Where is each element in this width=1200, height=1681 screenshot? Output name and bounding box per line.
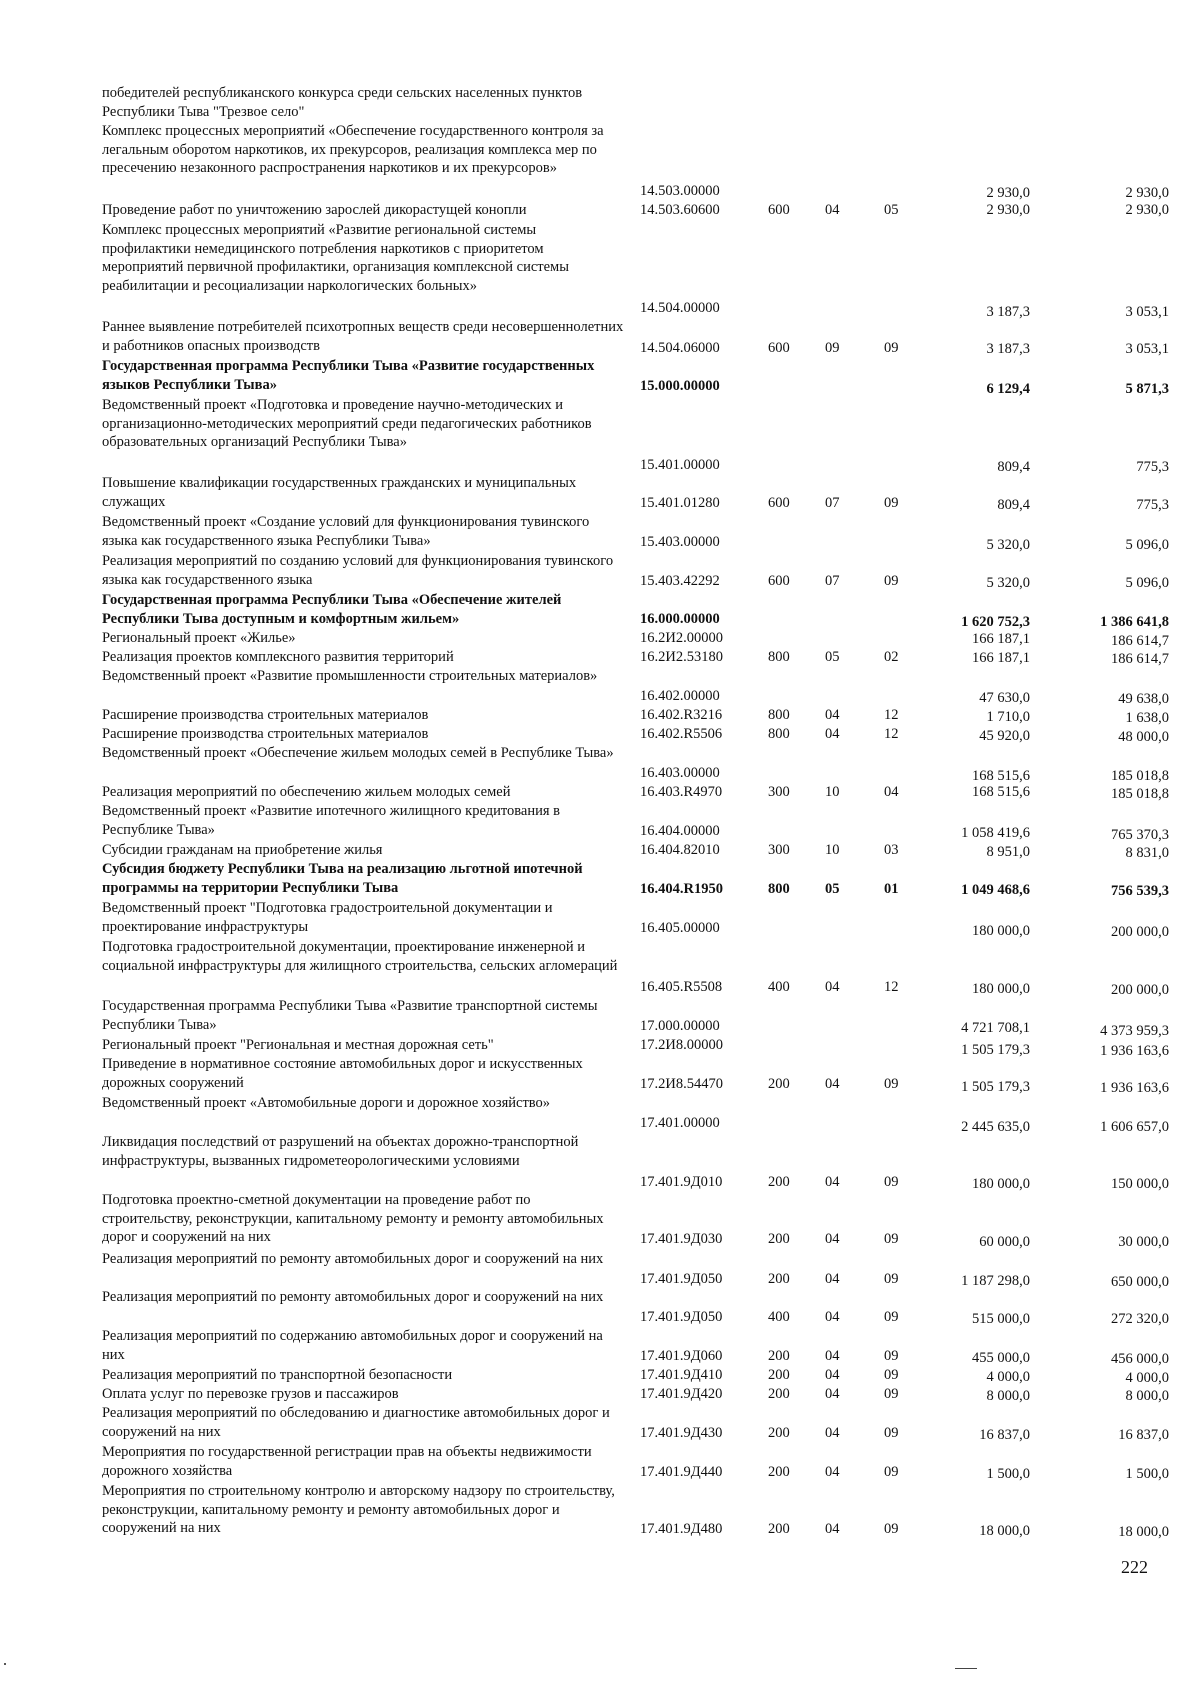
row-pr: 09 bbox=[884, 1231, 899, 1247]
row-name: Ведомственный проект «Подготовка и проведение научно-методических и организационно-методических мероприятий среди педагогических работников образовательных организаций Республики Тыва» bbox=[102, 397, 592, 450]
row-sum-2: 1 638,0 bbox=[1125, 710, 1169, 726]
row-rz: 07 bbox=[825, 573, 840, 589]
row-vr: 200 bbox=[768, 1521, 790, 1537]
row-code: 17.401.9Д440 bbox=[640, 1464, 723, 1480]
row-name: Реализация мероприятий по обеспечению жильем молодых семей bbox=[102, 784, 511, 800]
row-sum-1: 3 187,3 bbox=[986, 304, 1030, 320]
row-pr: 09 bbox=[884, 1309, 899, 1325]
row-code: 16.405.R5508 bbox=[640, 979, 723, 995]
row-sum-1: 1 505 179,3 bbox=[961, 1079, 1030, 1095]
row-sum-2: 2 930,0 bbox=[1125, 202, 1169, 218]
row-sum-2: 4 373 959,3 bbox=[1100, 1023, 1169, 1039]
row-sum-1: 16 837,0 bbox=[979, 1427, 1030, 1443]
row-name: Реализация мероприятий по ремонту автомобильных дорог и сооружений на них bbox=[102, 1289, 604, 1305]
row-sum-1: 1 500,0 bbox=[986, 1466, 1030, 1482]
row-sum-2: 1 936 163,6 bbox=[1100, 1080, 1169, 1096]
row-name: Ликвидация последствий от разрушений на объектах дорожно-транспортной инфраструктуры, вызванных гидрометеорологическими условиями bbox=[102, 1134, 579, 1169]
row-name: Комплекс процессных мероприятий «Развитие региональной системы профилактики немедицинского потребления наркотиков с приоритетом мероприятий первичной профилактики, организация комплексной системы реабилитации и ресоциализации наркологических больных» bbox=[102, 222, 569, 294]
row-name: победителей республиканского конкурса среди сельских населенных пунктов Республики Тыва "Трезвое село" bbox=[102, 85, 583, 120]
row-code: 16.402.R5506 bbox=[640, 726, 723, 742]
row-code: 14.503.00000 bbox=[640, 183, 720, 199]
row-sum-2: 456 000,0 bbox=[1111, 1351, 1169, 1367]
row-code: 17.401.9Д030 bbox=[640, 1231, 723, 1247]
row-sum-1: 168 515,6 bbox=[972, 784, 1030, 800]
row-name: Расширение производства строительных материалов bbox=[102, 726, 429, 742]
scan-artifact-dot bbox=[4, 1663, 6, 1665]
row-pr: 09 bbox=[884, 1386, 899, 1402]
row-code: 14.504.06000 bbox=[640, 340, 720, 356]
row-code: 16.402.00000 bbox=[640, 688, 720, 704]
row-pr: 09 bbox=[884, 1521, 899, 1537]
row-sum-1: 2 445 635,0 bbox=[961, 1119, 1030, 1135]
row-pr: 02 bbox=[884, 649, 899, 665]
row-name: Повышение квалификации государственных гражданских и муниципальных служащих bbox=[102, 475, 577, 510]
row-vr: 600 bbox=[768, 340, 790, 356]
row-sum-2: 8 831,0 bbox=[1125, 845, 1169, 861]
row-pr: 09 bbox=[884, 1174, 899, 1190]
scan-artifact-dash bbox=[955, 1668, 977, 1669]
row-sum-1: 1 187 298,0 bbox=[961, 1273, 1030, 1289]
row-code: 17.401.9Д050 bbox=[640, 1309, 723, 1325]
row-sum-2: 48 000,0 bbox=[1118, 729, 1169, 745]
row-sum-2: 186 614,7 bbox=[1111, 633, 1169, 649]
row-code: 17.401.9Д430 bbox=[640, 1425, 723, 1441]
row-name: Ведомственный проект "Подготовка градостроительной документации и проектирование инфраструктуры bbox=[102, 900, 553, 935]
row-code: 15.403.42292 bbox=[640, 573, 720, 589]
row-sum-2: 2 930,0 bbox=[1125, 185, 1169, 201]
row-name: Мероприятия по государственной регистрации прав на объекты недвижимости дорожного хозяйства bbox=[102, 1444, 592, 1479]
row-vr: 400 bbox=[768, 979, 790, 995]
row-code: 14.503.60600 bbox=[640, 202, 720, 218]
row-pr: 03 bbox=[884, 842, 899, 858]
row-pr: 09 bbox=[884, 1076, 899, 1092]
row-vr: 200 bbox=[768, 1076, 790, 1092]
row-sum-1: 166 187,1 bbox=[972, 631, 1030, 647]
row-name: Реализация мероприятий по транспортной безопасности bbox=[102, 1367, 453, 1383]
row-rz: 04 bbox=[825, 1309, 840, 1325]
row-pr: 09 bbox=[884, 573, 899, 589]
row-sum-2: 1 500,0 bbox=[1125, 1466, 1169, 1482]
row-code: 16.404.R1950 bbox=[640, 881, 723, 897]
row-rz: 05 bbox=[825, 881, 840, 897]
row-rz: 10 bbox=[825, 784, 840, 800]
row-name: Государственная программа Республики Тыва «Развитие государственных языков Республики Тыва» bbox=[102, 358, 595, 393]
row-name: Субсидии гражданам на приобретение жилья bbox=[102, 842, 383, 858]
row-vr: 800 bbox=[768, 649, 790, 665]
row-name: Расширение производства строительных материалов bbox=[102, 707, 429, 723]
row-sum-2: 18 000,0 bbox=[1118, 1524, 1169, 1540]
row-sum-2: 185 018,8 bbox=[1111, 786, 1169, 802]
row-pr: 01 bbox=[884, 881, 899, 897]
row-sum-2: 1 606 657,0 bbox=[1100, 1119, 1169, 1135]
row-code: 17.000.00000 bbox=[640, 1018, 720, 1034]
row-sum-1: 47 630,0 bbox=[979, 690, 1030, 706]
row-sum-1: 180 000,0 bbox=[972, 981, 1030, 997]
row-name: Комплекс процессных мероприятий «Обеспечение государственного контроля за легальным оборотом наркотиков, их прекурсоров, реализация комплекса мер по пресечению незаконного распространения наркотиков и их прекурсоров» bbox=[102, 123, 604, 176]
row-name: Ведомственный проект «Автомобильные дороги и дорожное хозяйство» bbox=[102, 1095, 551, 1111]
row-sum-1: 18 000,0 bbox=[979, 1523, 1030, 1539]
row-sum-1: 2 930,0 bbox=[986, 185, 1030, 201]
row-sum-1: 60 000,0 bbox=[979, 1234, 1030, 1250]
row-name: Реализация проектов комплексного развития территорий bbox=[102, 649, 454, 665]
row-rz: 04 bbox=[825, 1076, 840, 1092]
row-sum-1: 455 000,0 bbox=[972, 1350, 1030, 1366]
row-vr: 600 bbox=[768, 202, 790, 218]
row-name: Раннее выявление потребителей психотропных веществ среди несовершеннолетних и работников опасных производств bbox=[102, 319, 624, 354]
row-name: Ведомственный проект «Создание условий для функционирования тувинского языка как государственного языка Республики Тыва» bbox=[102, 514, 590, 549]
row-rz: 07 bbox=[825, 495, 840, 511]
row-sum-1: 1 710,0 bbox=[986, 709, 1030, 725]
row-sum-1: 2 930,0 bbox=[986, 202, 1030, 218]
row-rz: 04 bbox=[825, 1464, 840, 1480]
row-vr: 600 bbox=[768, 573, 790, 589]
row-vr: 800 bbox=[768, 726, 790, 742]
row-rz: 04 bbox=[825, 1271, 840, 1287]
row-name: Реализация мероприятий по обследованию и диагностике автомобильных дорог и сооружений на них bbox=[102, 1405, 610, 1440]
row-vr: 800 bbox=[768, 707, 790, 723]
row-rz: 04 bbox=[825, 1348, 840, 1364]
row-sum-1: 6 129,4 bbox=[986, 381, 1030, 397]
row-code: 17.401.9Д050 bbox=[640, 1271, 723, 1287]
row-code: 16.000.00000 bbox=[640, 611, 720, 627]
row-vr: 200 bbox=[768, 1231, 790, 1247]
row-name: Региональный проект "Региональная и местная дорожная сеть" bbox=[102, 1037, 494, 1053]
row-vr: 200 bbox=[768, 1367, 790, 1383]
row-vr: 400 bbox=[768, 1309, 790, 1325]
row-pr: 09 bbox=[884, 1367, 899, 1383]
row-vr: 300 bbox=[768, 784, 790, 800]
row-name: Государственная программа Республики Тыва «Обеспечение жителей Республики Тыва доступным и комфортным жильем» bbox=[102, 592, 562, 627]
row-name: Субсидия бюджету Республики Тыва на реализацию льготной ипотечной программы на территории Республики Тыва bbox=[102, 861, 583, 896]
row-code: 15.401.00000 bbox=[640, 457, 720, 473]
row-sum-2: 185 018,8 bbox=[1111, 768, 1169, 784]
row-sum-1: 180 000,0 bbox=[972, 1176, 1030, 1192]
row-code: 15.000.00000 bbox=[640, 378, 720, 394]
row-vr: 200 bbox=[768, 1386, 790, 1402]
row-code: 16.2И2.00000 bbox=[640, 630, 723, 646]
row-code: 15.403.00000 bbox=[640, 534, 720, 550]
row-sum-1: 180 000,0 bbox=[972, 923, 1030, 939]
row-sum-2: 5 096,0 bbox=[1125, 575, 1169, 591]
row-vr: 800 bbox=[768, 881, 790, 897]
row-name: Ведомственный проект «Обеспечение жильем молодых семей в Республике Тыва» bbox=[102, 745, 614, 761]
row-code: 16.404.00000 bbox=[640, 823, 720, 839]
row-pr: 09 bbox=[884, 1271, 899, 1287]
row-sum-1: 515 000,0 bbox=[972, 1311, 1030, 1327]
row-code: 17.401.00000 bbox=[640, 1115, 720, 1131]
row-sum-1: 8 000,0 bbox=[986, 1388, 1030, 1404]
row-sum-2: 1 936 163,6 bbox=[1100, 1043, 1169, 1059]
row-rz: 05 bbox=[825, 649, 840, 665]
row-code: 14.504.00000 bbox=[640, 300, 720, 316]
row-name: Ведомственный проект «Развитие ипотечного жилищного кредитования в Республике Тыва» bbox=[102, 803, 560, 838]
row-rz: 04 bbox=[825, 1521, 840, 1537]
row-vr: 200 bbox=[768, 1271, 790, 1287]
row-sum-1: 3 187,3 bbox=[986, 341, 1030, 357]
row-vr: 600 bbox=[768, 495, 790, 511]
row-sum-2: 3 053,1 bbox=[1125, 304, 1169, 320]
row-pr: 09 bbox=[884, 340, 899, 356]
row-name: Оплата услуг по перевозке грузов и пассажиров bbox=[102, 1386, 399, 1402]
row-name: Подготовка проектно-сметной документации на проведение работ по строительству, реконструкции, капитальному ремонту и ремонту автомобильных дорог и сооружений на них bbox=[102, 1192, 604, 1245]
row-code: 16.405.00000 bbox=[640, 920, 720, 936]
row-rz: 04 bbox=[825, 1231, 840, 1247]
row-pr: 05 bbox=[884, 202, 899, 218]
row-sum-1: 5 320,0 bbox=[986, 575, 1030, 591]
row-code: 17.401.9Д010 bbox=[640, 1174, 723, 1190]
row-pr: 04 bbox=[884, 784, 899, 800]
row-name: Проведение работ по уничтожению зарослей дикорастущей конопли bbox=[102, 202, 527, 218]
row-pr: 09 bbox=[884, 1348, 899, 1364]
row-sum-2: 186 614,7 bbox=[1111, 651, 1169, 667]
row-name: Подготовка градостроительной документации, проектирование инженерной и социальной инфраструктуры для жилищного строительства, сельских агломераций bbox=[102, 939, 618, 974]
row-vr: 200 bbox=[768, 1348, 790, 1364]
row-sum-1: 8 951,0 bbox=[986, 844, 1030, 860]
row-sum-1: 45 920,0 bbox=[979, 728, 1030, 744]
row-sum-2: 49 638,0 bbox=[1118, 691, 1169, 707]
row-sum-2: 765 370,3 bbox=[1111, 827, 1169, 843]
row-vr: 200 bbox=[768, 1464, 790, 1480]
row-sum-1: 4 721 708,1 bbox=[961, 1020, 1030, 1036]
row-code: 16.2И2.53180 bbox=[640, 649, 723, 665]
row-code: 17.401.9Д060 bbox=[640, 1348, 723, 1364]
row-sum-1: 1 058 419,6 bbox=[961, 825, 1030, 841]
row-rz: 04 bbox=[825, 707, 840, 723]
row-code: 16.403.00000 bbox=[640, 765, 720, 781]
row-sum-2: 756 539,3 bbox=[1111, 883, 1169, 899]
row-pr: 12 bbox=[884, 726, 899, 742]
row-code: 16.402.R3216 bbox=[640, 707, 723, 723]
row-rz: 10 bbox=[825, 842, 840, 858]
row-sum-1: 1 049 468,6 bbox=[961, 882, 1030, 898]
row-name: Региональный проект «Жилье» bbox=[102, 630, 296, 646]
row-vr: 200 bbox=[768, 1425, 790, 1441]
row-sum-1: 166 187,1 bbox=[972, 650, 1030, 666]
row-code: 16.403.R4970 bbox=[640, 784, 723, 800]
row-code: 15.401.01280 bbox=[640, 495, 720, 511]
row-sum-2: 1 386 641,8 bbox=[1100, 614, 1169, 630]
row-sum-1: 1 620 752,3 bbox=[961, 614, 1030, 630]
row-rz: 04 bbox=[825, 202, 840, 218]
row-pr: 12 bbox=[884, 979, 899, 995]
row-rz: 04 bbox=[825, 979, 840, 995]
row-name: Ведомственный проект «Развитие промышленности строительных материалов» bbox=[102, 668, 598, 684]
row-code: 17.2И8.54470 bbox=[640, 1076, 723, 1092]
row-sum-2: 5 871,3 bbox=[1125, 381, 1169, 397]
row-sum-1: 809,4 bbox=[997, 459, 1030, 475]
row-pr: 09 bbox=[884, 1464, 899, 1480]
row-rz: 04 bbox=[825, 1174, 840, 1190]
row-code: 16.404.82010 bbox=[640, 842, 720, 858]
row-sum-2: 8 000,0 bbox=[1125, 1388, 1169, 1404]
row-rz: 04 bbox=[825, 1367, 840, 1383]
row-code: 17.401.9Д480 bbox=[640, 1521, 723, 1537]
row-code: 17.2И8.00000 bbox=[640, 1037, 723, 1053]
row-code: 17.401.9Д420 bbox=[640, 1386, 723, 1402]
row-sum-2: 650 000,0 bbox=[1111, 1274, 1169, 1290]
row-sum-2: 150 000,0 bbox=[1111, 1176, 1169, 1192]
row-sum-1: 4 000,0 bbox=[986, 1369, 1030, 1385]
row-sum-2: 4 000,0 bbox=[1125, 1370, 1169, 1386]
row-pr: 09 bbox=[884, 1425, 899, 1441]
row-sum-1: 809,4 bbox=[997, 497, 1030, 513]
row-name: Реализация мероприятий по созданию условий для функционирования тувинского языка как государственного языка bbox=[102, 553, 614, 588]
row-pr: 09 bbox=[884, 495, 899, 511]
row-name: Приведение в нормативное состояние автомобильных дорог и искусственных дорожных сооружений bbox=[102, 1056, 583, 1091]
row-pr: 12 bbox=[884, 707, 899, 723]
row-rz: 04 bbox=[825, 1425, 840, 1441]
row-sum-2: 200 000,0 bbox=[1111, 924, 1169, 940]
row-sum-1: 168 515,6 bbox=[972, 768, 1030, 784]
row-sum-2: 272 320,0 bbox=[1111, 1311, 1169, 1327]
row-code: 17.401.9Д410 bbox=[640, 1367, 723, 1383]
page-number: 222 bbox=[1121, 1557, 1148, 1577]
row-rz: 04 bbox=[825, 1386, 840, 1402]
row-vr: 200 bbox=[768, 1174, 790, 1190]
row-vr: 300 bbox=[768, 842, 790, 858]
row-sum-2: 3 053,1 bbox=[1125, 341, 1169, 357]
row-name: Государственная программа Республики Тыва «Развитие транспортной системы Республики Тыва» bbox=[102, 998, 598, 1033]
row-sum-1: 5 320,0 bbox=[986, 537, 1030, 553]
row-sum-2: 775,3 bbox=[1136, 497, 1169, 513]
row-name: Мероприятия по строительному контролю и авторскому надзору по строительству, реконструкции, капитальному ремонту и ремонту автомобильных дорог и сооружений на них bbox=[102, 1483, 615, 1536]
row-sum-2: 16 837,0 bbox=[1118, 1427, 1169, 1443]
row-name: Реализация мероприятий по содержанию автомобильных дорог и сооружений на них bbox=[102, 1328, 603, 1363]
row-sum-2: 775,3 bbox=[1136, 459, 1169, 475]
row-sum-2: 5 096,0 bbox=[1125, 537, 1169, 553]
row-sum-2: 200 000,0 bbox=[1111, 982, 1169, 998]
row-sum-1: 1 505 179,3 bbox=[961, 1042, 1030, 1058]
row-rz: 04 bbox=[825, 726, 840, 742]
row-sum-2: 30 000,0 bbox=[1118, 1234, 1169, 1250]
row-rz: 09 bbox=[825, 340, 840, 356]
row-name: Реализация мероприятий по ремонту автомобильных дорог и сооружений на них bbox=[102, 1251, 604, 1267]
